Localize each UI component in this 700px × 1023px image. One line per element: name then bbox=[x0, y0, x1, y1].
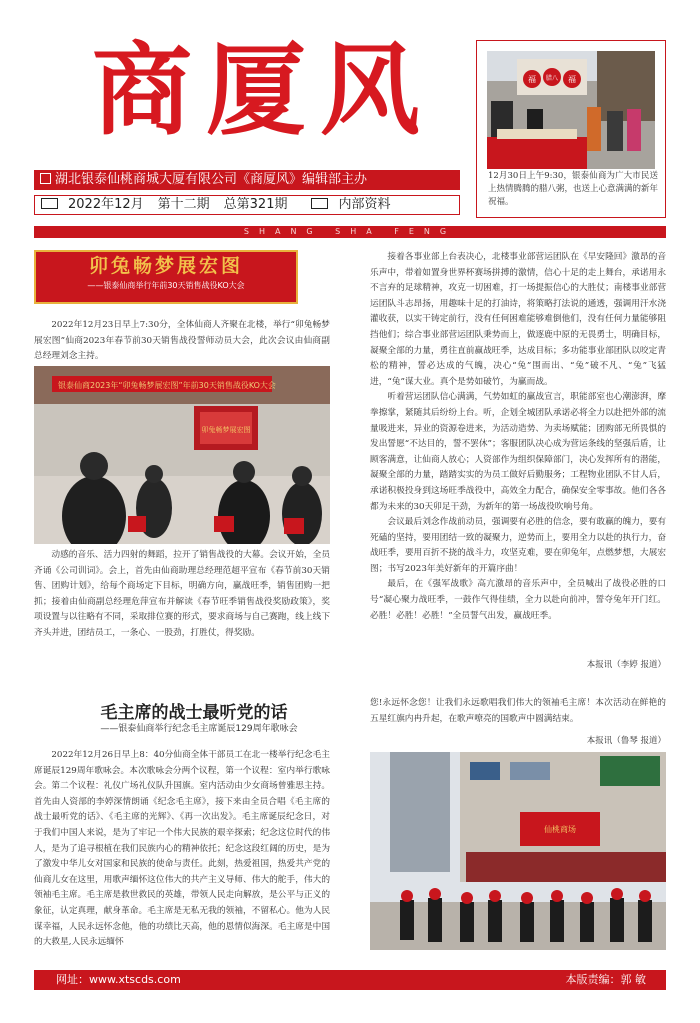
total-issue-number: 总第321期 bbox=[223, 197, 288, 212]
article1-paragraph: 听着营运团队信心满满，气势如虹的赢战宣言，职能部室也心潮澎湃，摩拳擦掌，紧随其后纷纷上台。听，企划全城团队承诺必将全力以赴把外部的流量吸进来，异业的资源卷进来，为活动造势、为卖场赋能；团购部无所畏惧的发出誓愿“不达目的，誓不罢休”；客服团队决心成为营运条线的坚强后盾，让顾客满意，让仙商人放心；人资部作为组织保障部门，决心发挥所有的潜能，凝聚全部的力量，踏踏实实的为员工做好后勤服务；工程物业团队不甘人后，承诺积极投身到这场旺季战役中，高效全力配合，确保安全零事故。他们各各都为未来的30天卯足干劲，为新年的第一场战役吹响号角。 bbox=[370, 392, 666, 512]
issue-date bbox=[35, 196, 144, 214]
photo-banner-text: 银泰仙商2023年“卯兔畅梦展宏图”年前30天销售战役KO大会 bbox=[58, 381, 276, 390]
kickoff-meeting-photo bbox=[34, 366, 330, 544]
article2-paragraph: 2022年12月26日早上8：40分仙商全体干部员工在北一楼举行纪念毛主席诞辰129周年歌咏会。本次歌咏会分两个议程，第一个议程：室内举行歌咏会。第二个议程：礼仪广场礼仪队升国旗。室内活动由少女商场曾雅思主持。首先由人资部的李婷深情朗诵《纪念毛主席》，接下来由全员合唱《毛主席的战士最听党的话》、《毛主席的光辉》、《再一次出发》。毛主席诞辰纪念日，对于我们中国人来说，是为了牢记一个伟大民族的艰辛探索；纪念这位时代的伟人，是为了追寻根植在我们民族内心的精神依托；纪念这段红阔的历史，是为了激发中华儿女对国家和民族的使命与责任。此刻，热爱祖国，热爱共产党的仙商儿女在这里，用歌声缅怀这位伟大的共产主义导师、伟大的舵手，伟大的领袖毛主席。毛主席是救世救民的英雄，带领人民走向解放，是公平与正义的象征，认定真理，献身革命。毛主席是无私无我的领袖，不留私心。他为人民谋幸福，人民永远怀念他，他的功绩比天高，他的恩情似海深。毛主席是中国的大救星,人民永远缅怀 bbox=[34, 750, 330, 948]
issue-bar bbox=[34, 195, 460, 215]
article1-headline: 卯兔畅梦展宏图 bbox=[88, 255, 243, 277]
checkbox-icon bbox=[41, 198, 58, 209]
storefront-sign-text: 仙桃商场 bbox=[544, 825, 576, 834]
article2-photo bbox=[370, 752, 666, 950]
honor-guard-group bbox=[400, 898, 652, 942]
article2-headline: 毛主席的战士最听党的话 bbox=[100, 703, 288, 723]
article1-paragraph: 会议最后刘念作战前动员，强调要有必胜的信念，要有敢赢的魄力，要有死磕的坚持，要用团结一致的凝聚力，逆势而上，要用全力以赴的执行力，奋战旺季，要用百折不挠的战斗力，攻坚克难，要在卯兔年，点燃梦想，大展宏图；书写2023年美好新年的开篇序曲！ bbox=[370, 517, 666, 574]
top-photo-caption: 12月30日上午9:30，银泰仙商为广大市民送上热情腾腾的腊八粥，也送上心意满满的新年祝福。 bbox=[488, 171, 659, 207]
checkbox-icon bbox=[311, 198, 328, 209]
article2-body-left bbox=[34, 748, 330, 948]
publisher-text: 湖北银泰仙桃商城大厦有限公司《商厦风》编辑部主办 bbox=[55, 172, 368, 187]
internal-label bbox=[287, 196, 390, 214]
article1-body-right bbox=[370, 250, 666, 624]
sign-text: 腊八 bbox=[545, 75, 559, 82]
masthead-title: 商厦风 bbox=[92, 31, 434, 149]
screen-text: 卯兔畅梦展宏图 bbox=[201, 426, 251, 434]
article2-subhead: ——银泰仙商举行纪念毛主席诞辰129周年歌咏会 bbox=[100, 724, 298, 734]
article1-paragraph: 动感的音乐、活力四射的舞蹈，拉开了销售战役的大幕。会议开始，全员齐诵《公司训词》。会上，首先由仙商助理总经理范超平宣布《春节前30天销售、团购计划》，给每个商场定下目标，明确方向，赢战旺季，销售团购一把抓；接着由仙商副总经理危萍宣布并解读《春节旺季销售战役奖励政策》，奖项设置与以往略有不同，采取排位赛的形式，要求商场与自己赛跑，线上线下齐头并进，团结员工，一条心、一股劲，打胜仗，得奖励。 bbox=[34, 550, 330, 638]
article1-intro bbox=[34, 318, 330, 365]
sign-text: 福 bbox=[528, 75, 536, 84]
article2-body-right bbox=[370, 696, 666, 727]
article1-photo bbox=[34, 366, 330, 544]
article1-subhead: ——银泰仙商举行年前30天销售战役KO大会 bbox=[87, 281, 245, 290]
labaporridge-photo bbox=[487, 51, 655, 169]
article2-byline: 本报讯（鲁琴 报道） bbox=[586, 736, 666, 746]
article2-paragraph: 您!永远怀念您！让我们永远歌唱我们伟大的领袖毛主席！本次活动在鲜艳的五星红旗内冉升起，在歌声嘹亮的国歌声中圆满结束。 bbox=[370, 698, 666, 724]
article1-paragraph: 2022年12月23日早上7:30分，全体仙商人齐聚在北楼，举行“卯兔畅梦展宏图”仙商2023年春节前30天销售战役誓师动员大会，此次会议由仙商副总经理刘念主持。 bbox=[34, 320, 330, 362]
masthead-band: SHANG SHA FENG bbox=[34, 226, 666, 238]
checkbox-icon bbox=[40, 173, 51, 184]
article1-body-left bbox=[34, 548, 330, 642]
flag-ceremony-photo bbox=[370, 752, 666, 950]
publisher-bar bbox=[34, 170, 460, 190]
issue-number: 第十二期 bbox=[157, 197, 210, 212]
article1-byline: 本报讯（李婷 报道） bbox=[586, 660, 666, 670]
issue-date-text: 2022年12月 bbox=[68, 197, 144, 212]
article1-banner bbox=[34, 250, 298, 304]
article1-paragraph: 最后，在《强军战歌》高亢激昂的音乐声中，全员喊出了战役必胜的口号“凝心聚力战旺季，一鼓作气得佳绩，全力以赴向前冲，誓夺兔年开门红。必胜！必胜！必胜！”全员誓气出发，赢战旺季。 bbox=[370, 579, 666, 621]
footer-website[interactable]: 网址：www.xtscds.com bbox=[56, 973, 181, 986]
footer-bar bbox=[34, 970, 666, 990]
footer-editor: 本版责编：郭 敏 bbox=[565, 973, 646, 986]
article1-paragraph: 接着各事业部上台表决心，北楼事业部营运团队在《早安隆回》激昂的音乐声中，带着如置身世界杯赛场拼搏的激情，信心十足的走上舞台，承诺用永不言弃的足球精神，攻克一切困难，打一场提振信心的大胜仗；南楼事业部营运团队斗志昂扬，用趣味十足的打油诗，将策略打法说的通透，强调用汗水浇灌收获，以实干铸定前行，没有任何困难能够难倒他们，没有任何力量能够阻挡他们；综合事业部营运团队秉势而上，做逐鹿中原的无畏勇士，明确目标，凝聚全部的力量，勇往直前赢战旺季，达成目标；多功能事业部团队以咬定青松的精神，誓必达成的气魄，决心“兔”围而出、“兔”破不凡、“兔”飞猛进，“兔”谋大业。真个是势如破竹，为赢而战。 bbox=[370, 252, 666, 387]
sign-text: 福 bbox=[568, 75, 576, 84]
internal-text: 内部资料 bbox=[338, 197, 391, 212]
